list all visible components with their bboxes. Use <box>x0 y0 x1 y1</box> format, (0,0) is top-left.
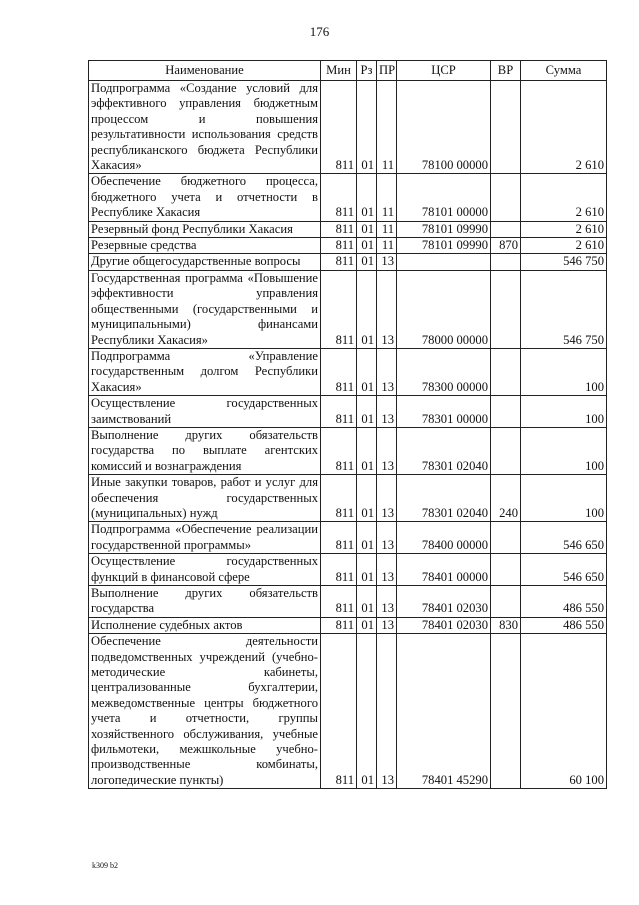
cell-name: Государственная программа «Повышение эффективности управления общественными (государственными и муниципальными) финансами Республики Хакасия» <box>89 270 321 348</box>
cell-sum: 60 100 <box>521 634 607 789</box>
cell-csr: 78301 00000 <box>397 396 491 428</box>
cell-pr: 13 <box>377 427 397 474</box>
cell-vr <box>491 270 521 348</box>
page-number: 176 <box>309 24 330 39</box>
cell-min: 811 <box>321 254 357 270</box>
cell-csr: 78301 02040 <box>397 475 491 522</box>
cell-rz: 01 <box>357 238 377 254</box>
table-body <box>89 81 607 789</box>
table-row <box>89 238 607 254</box>
cell-vr <box>491 396 521 428</box>
cell-csr: 78100 00000 <box>397 81 491 174</box>
table-row <box>89 522 607 554</box>
table-row <box>89 634 607 789</box>
cell-min: 811 <box>321 522 357 554</box>
cell-pr: 13 <box>377 522 397 554</box>
table-row <box>89 270 607 348</box>
cell-vr <box>491 427 521 474</box>
header-vr: ВР <box>491 61 521 81</box>
cell-name: Другие общегосударственные вопросы <box>89 254 321 270</box>
cell-min: 811 <box>321 475 357 522</box>
cell-pr: 11 <box>377 174 397 221</box>
table-row <box>89 81 607 174</box>
cell-vr: 830 <box>491 617 521 633</box>
cell-name: Иные закупки товаров, работ и услуг для обеспечения государственных (муниципальных) нужд <box>89 475 321 522</box>
header-rz: Рз <box>357 61 377 81</box>
header-sum: Сумма <box>521 61 607 81</box>
cell-sum: 100 <box>521 348 607 395</box>
cell-name: Осуществление государственных заимствований <box>89 396 321 428</box>
cell-min: 811 <box>321 270 357 348</box>
cell-rz: 01 <box>357 617 377 633</box>
cell-rz: 01 <box>357 554 377 586</box>
cell-vr <box>491 174 521 221</box>
cell-vr <box>491 221 521 237</box>
cell-rz: 01 <box>357 81 377 174</box>
cell-pr: 13 <box>377 396 397 428</box>
cell-name: Подпрограмма «Обеспечение реализации государственной программы» <box>89 522 321 554</box>
cell-rz: 01 <box>357 348 377 395</box>
cell-name: Обеспечение бюджетного процесса, бюджетного учета и отчетности в Республике Хакасия <box>89 174 321 221</box>
cell-csr: 78401 02030 <box>397 617 491 633</box>
cell-vr <box>491 634 521 789</box>
header-csr: ЦСР <box>397 61 491 81</box>
cell-name: Обеспечение деятельности подведомственных учреждений (учебно-методические кабинеты, централизованные бухгалтерии, межведомственные центры бюджетного учета и отчетности, группы хозяйственного обслуживания, учебные фильмотеки, межшкольные учебно-производственные комбинаты, логопедические пункты) <box>89 634 321 789</box>
cell-sum: 546 650 <box>521 522 607 554</box>
cell-name: Исполнение судебных актов <box>89 617 321 633</box>
cell-min: 811 <box>321 238 357 254</box>
cell-rz: 01 <box>357 254 377 270</box>
cell-csr: 78401 45290 <box>397 634 491 789</box>
cell-vr <box>491 348 521 395</box>
cell-min: 811 <box>321 348 357 395</box>
header-name: Наименование <box>89 61 321 81</box>
cell-vr: 870 <box>491 238 521 254</box>
cell-pr: 13 <box>377 617 397 633</box>
cell-csr: 78101 09990 <box>397 221 491 237</box>
cell-sum: 2 610 <box>521 238 607 254</box>
cell-rz: 01 <box>357 427 377 474</box>
cell-vr <box>491 522 521 554</box>
cell-min: 811 <box>321 396 357 428</box>
header-row <box>89 61 607 81</box>
cell-rz: 01 <box>357 174 377 221</box>
cell-min: 811 <box>321 617 357 633</box>
cell-csr: 78401 00000 <box>397 554 491 586</box>
cell-rz: 01 <box>357 586 377 618</box>
cell-name: Резервный фонд Республики Хакасия <box>89 221 321 237</box>
cell-pr: 13 <box>377 254 397 270</box>
table-row <box>89 396 607 428</box>
cell-vr <box>491 254 521 270</box>
cell-csr <box>397 254 491 270</box>
cell-name: Выполнение других обязательств государства <box>89 586 321 618</box>
cell-rz: 01 <box>357 270 377 348</box>
cell-pr: 11 <box>377 81 397 174</box>
cell-rz: 01 <box>357 634 377 789</box>
table-row <box>89 348 607 395</box>
cell-vr <box>491 586 521 618</box>
cell-pr: 13 <box>377 554 397 586</box>
cell-csr: 78300 00000 <box>397 348 491 395</box>
cell-name: Осуществление государственных функций в финансовой сфере <box>89 554 321 586</box>
cell-min: 811 <box>321 427 357 474</box>
table-row <box>89 427 607 474</box>
table-row <box>89 554 607 586</box>
cell-csr: 78400 00000 <box>397 522 491 554</box>
cell-sum: 486 550 <box>521 586 607 618</box>
cell-min: 811 <box>321 586 357 618</box>
cell-name: Резервные средства <box>89 238 321 254</box>
cell-pr: 13 <box>377 634 397 789</box>
cell-sum: 546 650 <box>521 554 607 586</box>
cell-rz: 01 <box>357 522 377 554</box>
cell-pr: 13 <box>377 586 397 618</box>
cell-name: Подпрограмма «Управление государственным долгом Республики Хакасия» <box>89 348 321 395</box>
table-row <box>89 174 607 221</box>
cell-sum: 100 <box>521 475 607 522</box>
table-row <box>89 254 607 270</box>
cell-pr: 13 <box>377 475 397 522</box>
cell-sum: 2 610 <box>521 174 607 221</box>
cell-name: Подпрограмма «Создание условий для эффективного управления бюджетным процессом и повышения результативности использования средств республиканского бюджета Республики Хакасия» <box>89 81 321 174</box>
table-row <box>89 475 607 522</box>
cell-rz: 01 <box>357 475 377 522</box>
cell-sum: 2 610 <box>521 221 607 237</box>
cell-min: 811 <box>321 634 357 789</box>
cell-pr: 13 <box>377 348 397 395</box>
cell-sum: 2 610 <box>521 81 607 174</box>
cell-csr: 78101 00000 <box>397 174 491 221</box>
cell-pr: 13 <box>377 270 397 348</box>
cell-pr: 11 <box>377 221 397 237</box>
cell-vr <box>491 554 521 586</box>
cell-rz: 01 <box>357 396 377 428</box>
cell-csr: 78000 00000 <box>397 270 491 348</box>
budget-table <box>88 60 607 789</box>
cell-sum: 546 750 <box>521 254 607 270</box>
cell-min: 811 <box>321 81 357 174</box>
header-min: Мин <box>321 61 357 81</box>
cell-sum: 546 750 <box>521 270 607 348</box>
header-pr: ПР <box>377 61 397 81</box>
table-row <box>89 586 607 618</box>
cell-vr: 240 <box>491 475 521 522</box>
cell-csr: 78401 02030 <box>397 586 491 618</box>
footer-code: k309 b2 <box>92 861 118 870</box>
cell-min: 811 <box>321 174 357 221</box>
cell-sum: 100 <box>521 427 607 474</box>
cell-rz: 01 <box>357 221 377 237</box>
cell-name: Выполнение других обязательств государства по выплате агентских комиссий и вознаграждения <box>89 427 321 474</box>
cell-sum: 100 <box>521 396 607 428</box>
cell-csr: 78101 09990 <box>397 238 491 254</box>
cell-csr: 78301 02040 <box>397 427 491 474</box>
cell-vr <box>491 81 521 174</box>
cell-min: 811 <box>321 554 357 586</box>
cell-pr: 11 <box>377 238 397 254</box>
cell-min: 811 <box>321 221 357 237</box>
table-row <box>89 617 607 633</box>
table-row <box>89 221 607 237</box>
cell-sum: 486 550 <box>521 617 607 633</box>
